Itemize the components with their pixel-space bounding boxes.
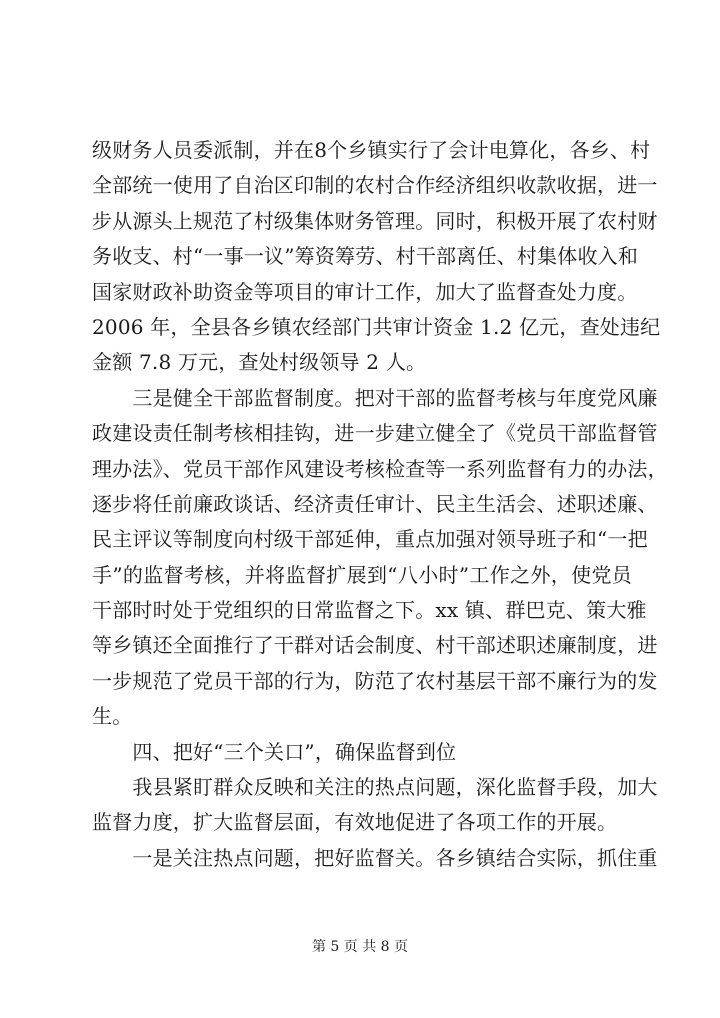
document-body [92, 133, 668, 876]
text-line: 等乡镇还全面推行了干群对话会制度、村干部述职述廉制度，进 [92, 633, 658, 658]
text-line: 国家财政补助资金等项目的审计工作，加大了监督查处力度。 [92, 279, 638, 304]
text-line: 手”的监督考核，并将监督扩展到“八小时”工作之外，使党员 [92, 562, 632, 587]
page-footer: 第 5 页 共 8 页 [311, 939, 409, 955]
text-line: 干部时时处于党组织的日常监督之下。xx 镇、群巴克、策大雅 [92, 598, 647, 623]
text-line: 务收支、村“一事一议”筹资筹劳、村干部离任、村集体收入和 [92, 244, 639, 269]
text-line: 金额 7.8 万元，查处村级领导 2 人。 [92, 350, 427, 375]
text-line: 监督力度，扩大监督层面，有效地促进了各项工作的开展。 [92, 810, 618, 835]
text-line: 逐步将任前廉政谈话、经济责任审计、民主生活会、述职述廉、 [92, 491, 658, 516]
text-line: 生。 [92, 704, 133, 729]
text-line: 三是健全干部监督制度。把对干部的监督考核与年度党风廉 [92, 385, 658, 410]
text-line: 我县紧盯群众反映和关注的热点问题，深化监督手段，加大 [92, 775, 658, 800]
text-line: 步从源头上规范了村级集体财务管理。同时，积极开展了农村财 [92, 208, 658, 233]
text-line: 民主评议等制度向村级干部延伸，重点加强对领导班子和“一把 [92, 527, 648, 552]
text-line: 一步规范了党员干部的行为，防范了农村基层干部不廉行为的发 [92, 668, 658, 693]
text-line: 政建设责任制考核相挂钩，进一步建立健全了《党员干部监督管 [92, 421, 658, 446]
text-line: 一是关注热点问题，把好监督关。各乡镇结合实际，抓住重 [92, 845, 658, 870]
text-line: 全部统一使用了自治区印制的农村合作经济组织收款收据，进一 [92, 173, 658, 198]
text-line: 级财务人员委派制，并在8个乡镇实行了会计电算化，各乡、村 [92, 138, 651, 162]
text-line: 四、把好“三个关口”，确保监督到位 [92, 739, 457, 764]
text-line: 2006 年，全县各乡镇农经部门共审计资金 1.2 亿元，查处违纪 [92, 314, 661, 339]
text-line: 理办法》、党员干部作风建设考核检查等一系列监督有力的办法， [92, 456, 668, 481]
